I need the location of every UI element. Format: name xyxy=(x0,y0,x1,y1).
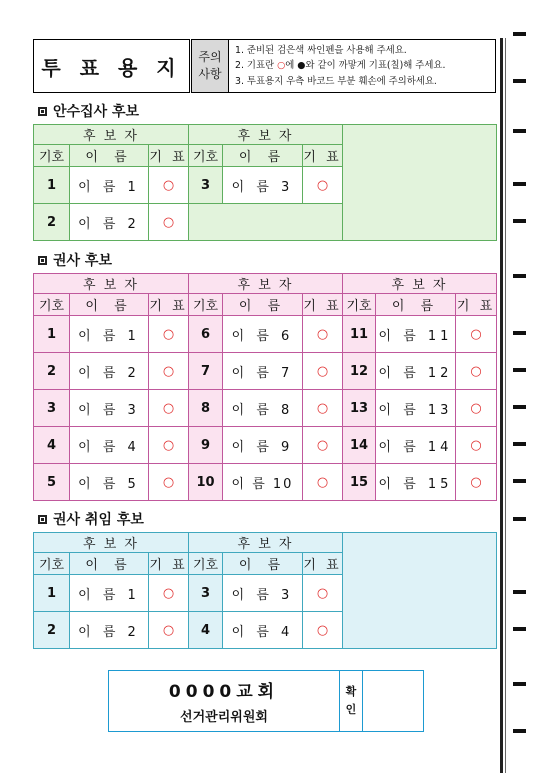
section-title: 권사 후보 xyxy=(53,253,112,269)
number-header: 기호 xyxy=(189,145,223,167)
barcode-tick xyxy=(513,405,526,409)
section-title: 권사 취임 후보 xyxy=(53,512,144,528)
barcode-tick xyxy=(513,368,526,372)
candidate-number: 2 xyxy=(34,353,70,390)
candidate-header: 후 보 자 xyxy=(34,125,189,145)
candidate-number: 12 xyxy=(343,353,376,390)
candidate-number: 1 xyxy=(34,316,70,353)
footer-main xyxy=(109,671,340,731)
ballot-table-kwonsa xyxy=(33,273,497,501)
candidate-name: 이 름 1 xyxy=(70,316,149,353)
candidate-name: 이 름 4 xyxy=(223,612,303,649)
vote-mark-circle[interactable]: ○ xyxy=(456,390,497,427)
confirm-signature-area[interactable] xyxy=(363,671,423,731)
candidate-name: 이 름 3 xyxy=(223,167,303,204)
candidate-name: 이 름 4 xyxy=(70,427,149,464)
candidate-name: 이 름 9 xyxy=(223,427,303,464)
barcode-tick xyxy=(513,442,526,446)
candidate-number: 4 xyxy=(189,612,223,649)
vote-header: 기 표 xyxy=(149,553,189,575)
candidate-header: 후 보 자 xyxy=(34,533,189,553)
notice-box xyxy=(191,39,496,93)
candidate-header: 후 보 자 xyxy=(189,533,343,553)
vote-mark-circle[interactable]: ○ xyxy=(149,316,189,353)
candidate-header: 후 보 자 xyxy=(189,274,343,294)
name-header: 이 름 xyxy=(70,553,149,575)
barcode-tick xyxy=(513,517,526,521)
notice-line-2-pre: 2. 기표란 xyxy=(235,60,278,72)
candidate-name: 이 름 6 xyxy=(223,316,303,353)
candidate-number: 7 xyxy=(189,353,223,390)
candidate-number: 13 xyxy=(343,390,376,427)
notice-line-1: 1. 준비된 검은색 싸인펜을 사용해 주세요. xyxy=(235,45,407,56)
name-header: 이 름 xyxy=(223,145,303,167)
candidate-number: 3 xyxy=(34,390,70,427)
blank-area xyxy=(343,125,497,241)
vote-mark-circle[interactable]: ○ xyxy=(303,427,343,464)
ballot-table-kwonsa-inauguration xyxy=(33,532,497,649)
candidate-header: 후 보 자 xyxy=(343,274,497,294)
candidate-name: 이 름 14 xyxy=(376,427,456,464)
notice-label xyxy=(192,40,229,92)
barcode-tick xyxy=(513,590,526,594)
candidate-name: 이 름 1 xyxy=(70,575,149,612)
candidate-number: 2 xyxy=(34,204,70,241)
vote-mark-circle[interactable]: ○ xyxy=(456,464,497,501)
vote-mark-circle[interactable]: ○ xyxy=(149,167,189,204)
vote-mark-circle[interactable]: ○ xyxy=(149,427,189,464)
vote-mark-circle[interactable]: ○ xyxy=(149,575,189,612)
vote-mark-circle[interactable]: ○ xyxy=(303,464,343,501)
square-bullet-icon xyxy=(38,107,47,116)
candidate-name: 이 름 11 xyxy=(376,316,456,353)
candidate-name: 이 름 15 xyxy=(376,464,456,501)
notice-circle-mark: ○ xyxy=(277,60,286,72)
barcode-tick xyxy=(513,274,526,278)
vote-mark-circle[interactable]: ○ xyxy=(303,575,343,612)
vote-header: 기 표 xyxy=(303,294,343,316)
candidate-name: 이 름 13 xyxy=(376,390,456,427)
barcode-tick xyxy=(513,729,526,733)
candidate-number: 1 xyxy=(34,167,70,204)
barcode-tick xyxy=(513,331,526,335)
rail-line xyxy=(500,38,503,773)
barcode-tick xyxy=(513,627,526,631)
vote-mark-circle[interactable]: ○ xyxy=(149,353,189,390)
candidate-name: 이 름 3 xyxy=(70,390,149,427)
candidate-name: 이 름 7 xyxy=(223,353,303,390)
candidate-number: 15 xyxy=(343,464,376,501)
number-header: 기호 xyxy=(189,294,223,316)
section-heading-deacon xyxy=(38,101,139,121)
candidate-number: 14 xyxy=(343,427,376,464)
candidate-number: 11 xyxy=(343,316,376,353)
candidate-number: 9 xyxy=(189,427,223,464)
vote-header: 기 표 xyxy=(456,294,497,316)
candidate-number: 8 xyxy=(189,390,223,427)
notice-line-2-post: 에 ●와 같이 까맣게 기표(칠)해 주세요. xyxy=(285,60,446,72)
candidate-number: 5 xyxy=(34,464,70,501)
vote-mark-circle[interactable]: ○ xyxy=(456,316,497,353)
church-name: 0000교회 xyxy=(168,682,280,702)
candidate-name: 이 름 2 xyxy=(70,353,149,390)
name-header: 이 름 xyxy=(223,294,303,316)
candidate-name: 이 름 3 xyxy=(223,575,303,612)
name-header: 이 름 xyxy=(70,294,149,316)
number-header: 기호 xyxy=(189,553,223,575)
candidate-number: 2 xyxy=(34,612,70,649)
candidate-number: 3 xyxy=(189,167,223,204)
number-header: 기호 xyxy=(34,294,70,316)
section-heading-kwonsa xyxy=(38,250,112,270)
candidate-header: 후 보 자 xyxy=(189,125,343,145)
ballot-title: 투 표 용 지 xyxy=(33,39,190,93)
number-header: 기호 xyxy=(34,553,70,575)
candidate-name: 이 름 5 xyxy=(70,464,149,501)
barcode-tick xyxy=(513,129,526,133)
committee-name: 선거관리위원회 xyxy=(180,710,268,725)
candidate-name: 이 름 12 xyxy=(376,353,456,390)
vote-header: 기 표 xyxy=(303,145,343,167)
candidate-number: 10 xyxy=(189,464,223,501)
candidate-name: 이 름 2 xyxy=(70,612,149,649)
square-bullet-icon xyxy=(38,256,47,265)
barcode-tick xyxy=(513,32,526,36)
name-header: 이 름 xyxy=(223,553,303,575)
square-bullet-icon xyxy=(38,515,47,524)
vote-mark-circle[interactable]: ○ xyxy=(303,390,343,427)
vote-mark-circle[interactable]: ○ xyxy=(149,612,189,649)
number-header: 기호 xyxy=(34,145,70,167)
vote-mark-circle[interactable]: ○ xyxy=(303,353,343,390)
vote-mark-circle[interactable]: ○ xyxy=(303,316,343,353)
candidate-number: 6 xyxy=(189,316,223,353)
notice-lines xyxy=(229,40,445,92)
notice-label-line2: 사항 xyxy=(198,67,222,81)
vote-mark-circle[interactable]: ○ xyxy=(303,167,343,204)
confirm-label-1: 확 xyxy=(345,685,357,698)
vote-mark-circle[interactable]: ○ xyxy=(456,353,497,390)
barcode-tick xyxy=(513,219,526,223)
section-title: 안수집사 후보 xyxy=(53,104,140,120)
footer-box xyxy=(108,670,424,732)
barcode-tick xyxy=(513,682,526,686)
notice-line-3: 3. 투표용지 우측 바코드 부분 훼손에 주의하세요. xyxy=(235,75,437,87)
name-header: 이 름 xyxy=(376,294,456,316)
barcode-tick xyxy=(513,79,526,83)
vote-mark-circle[interactable]: ○ xyxy=(456,427,497,464)
name-header: 이 름 xyxy=(70,145,149,167)
candidate-header: 후 보 자 xyxy=(34,274,189,294)
candidate-number: 3 xyxy=(189,575,223,612)
ballot-table-deacon xyxy=(33,124,497,241)
vote-mark-circle[interactable]: ○ xyxy=(149,204,189,241)
rail-line-thin xyxy=(505,38,506,773)
barcode-tick xyxy=(513,479,526,483)
confirm-label xyxy=(340,671,363,731)
vote-header: 기 표 xyxy=(149,294,189,316)
candidate-name: 이 름 2 xyxy=(70,204,149,241)
notice-line-2 xyxy=(235,58,445,73)
section-heading-kwonsa-inauguration xyxy=(38,509,144,529)
notice-label-line1: 주의 xyxy=(198,50,222,64)
blank-area xyxy=(189,204,343,241)
confirm-label-2: 인 xyxy=(345,703,357,716)
candidate-name: 이 름 10 xyxy=(223,464,303,501)
candidate-number: 4 xyxy=(34,427,70,464)
candidate-name: 이 름 8 xyxy=(223,390,303,427)
candidate-name: 이 름 1 xyxy=(70,167,149,204)
vote-header: 기 표 xyxy=(149,145,189,167)
vote-mark-circle[interactable]: ○ xyxy=(149,390,189,427)
vote-mark-circle[interactable]: ○ xyxy=(149,464,189,501)
blank-area xyxy=(343,533,497,649)
candidate-number: 1 xyxy=(34,575,70,612)
barcode-tick xyxy=(513,182,526,186)
vote-mark-circle[interactable]: ○ xyxy=(303,612,343,649)
number-header: 기호 xyxy=(343,294,376,316)
vote-header: 기 표 xyxy=(303,553,343,575)
